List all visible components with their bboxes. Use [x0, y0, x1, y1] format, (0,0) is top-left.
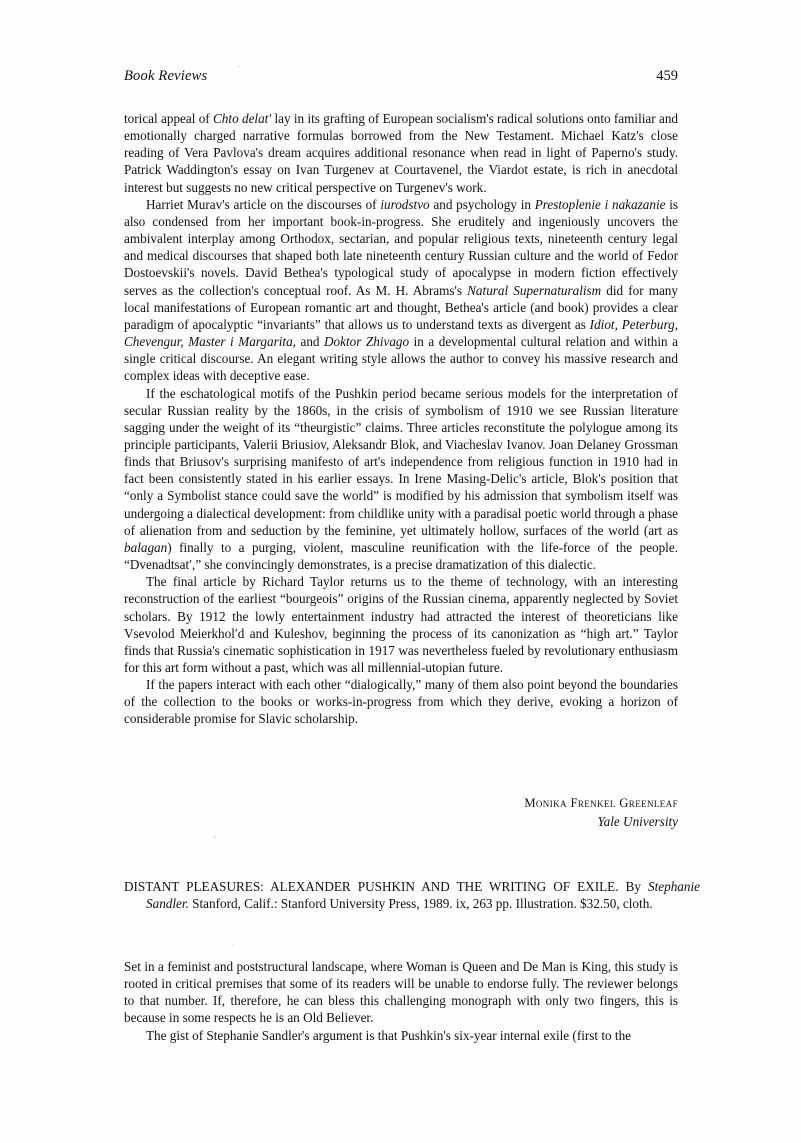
- reviewer-affiliation: Yale University: [597, 813, 678, 829]
- book-citation: [124, 878, 700, 912]
- byline-word: By: [618, 879, 648, 894]
- paragraph-text: is also condensed from her important book-in-progress. She eruditely and ingeniously uncovers the ambivalent interplay among Orthodox, sectarian, and popular religious texts, nineteenth century legal and medical discourses that shaped both late nineteenth century Russian culture and the world of Fedor Dostoevskii's novels. David Bethea's typological study of apocalypse in modern fiction effectively serves as the collection's conceptual roof. As M. H. Abrams's: [124, 196, 678, 298]
- paragraph-text: If the eschatological motifs of the Pushkin period became serious models for the interpretation of secular Russian reality by the 1860s, in the crisis of symbolism of 1910 we see Russian literature sagging under the weight of its “theurgistic” claims. Three articles reconstitute the polylogue among its principle participants, Valerii Briusiov, Aleksandr Blok, and Viacheslav Ivanov. Joan Delaney Grossman finds that Briusov's surprising manifesto of art's independence from religious function in 1910 had in fact been consistently stated in his earlier essays. In Irene Masing-Delic's article, Blok's position that “only a Symbolist stance could save the world” is modified by his admission that symbolism itself was undergoing a dialectical development: from childlike unity with a paradisal poetic world through a phase of alienation from and seduction by the feminine, yet ultimately hollow, surfaces of the world (art as: [124, 385, 678, 538]
- scan-artifact: [238, 65, 240, 68]
- page-number: 459: [656, 68, 678, 84]
- reviewer-signature: [124, 795, 678, 830]
- scan-artifact: [232, 944, 234, 946]
- review-two-body: [124, 958, 678, 1044]
- running-head: [124, 68, 678, 85]
- book-author: Stephanie Sandler.: [146, 879, 700, 912]
- scan-artifact: [213, 835, 216, 839]
- paragraph-gist: The gist of Stephanie Sandler's argument is that Pushkin's six-year internal exile (first to the: [146, 1027, 632, 1043]
- paragraph-text: did for many local manifestations of European romantic art and thought, Bethea's article (and book) provides a clear paradigm of apocalyptic “invariants” that allows us to understand texts as divergent as: [124, 282, 678, 332]
- paragraph-text: and psychology in: [429, 196, 535, 212]
- paragraph-text: lay in its grafting of European socialism's radical solutions onto familiar and emotionally charged narrative formulas borrowed from the New Testament. Michael Katz's close reading of Vera Pavlova's dream acquires additional resonance when read in light of Paperno's study. Patrick Waddington's essay on Ivan Turgenev at Courtavenel, the Viardot estate, is rich in anecdotal interest but suggests no new critical perspective on Turgenev's work.: [124, 111, 679, 195]
- review-one-body: [124, 110, 678, 728]
- running-head-title: Book Reviews: [124, 68, 208, 84]
- paragraph-text: ) finally to a purging, violent, masculine reunification with the life-force of the people. “Dvenadtsat′,” she convincingly demonstrates, is a precise dramatization of this dialectic.: [124, 539, 678, 573]
- italic-term: iurodstvo: [380, 196, 430, 212]
- italic-title: Chto delat': [213, 111, 272, 126]
- italic-title: Doktor Zhivago: [324, 334, 410, 350]
- italic-title: Prestoplenie i nakazanie: [534, 196, 666, 212]
- paragraph-closing: If the papers interact with each other “dialogically,” many of them also point beyond the boundaries of the collection to the books or works-in-progress from which they derive, evoking a horizon of considerable promise for Slavic scholarship.: [124, 677, 678, 727]
- paragraph-opening: Set in a feminist and poststructural landscape, where Woman is Queen and De Man is King, this study is rooted in critical premises that some of its readers will be unable to endorse fully. The reviewer belongs to that number. If, therefore, he can bless this challenging monograph with only two fingers, this is because in some respects he is an Old Believer.: [124, 959, 678, 1026]
- italic-title: Natural Supernaturalism: [467, 282, 602, 298]
- paragraph-text: and: [295, 334, 325, 350]
- publication-details: Stanford, Calif.: Stanford University Press, 1989. ix, 263 pp. Illustration. $32.50, cloth.: [188, 896, 653, 912]
- paragraph-eschatological: [124, 385, 678, 574]
- paragraph-taylor: The final article by Richard Taylor returns us to the theme of technology, with an interesting reconstruction of the earliest “bourgeois” origins of the Russian cinema, apparently neglected by Soviet scholars. By 1912 the lowly entertainment industry had attracted the interest of theoreticians like Vsevolod Meierkhol′d and Kuleshov, beginning the process of its canonization as “high art.” Taylor finds that Russia's cinematic sophistication in 1917 was nevertheless fueled by revolutionary enthusiasm for this art form without a past, which was all millennial-utopian future.: [124, 574, 678, 675]
- italic-title-list: Idiot, Peterburg, Chevengur, Master i Margarita,: [124, 316, 678, 350]
- reviewer-name: Monika Frenkel Greenleaf: [524, 796, 678, 810]
- paragraph-text: torical appeal of: [124, 111, 214, 126]
- paragraph-text: Harriet Murav's article on the discourses of: [146, 196, 381, 212]
- italic-term: balagan: [124, 539, 168, 555]
- book-title: DISTANT PLEASURES: ALEXANDER PUSHKIN AND THE WRITING OF EXILE.: [124, 879, 619, 894]
- paragraph-continuation: [124, 110, 678, 196]
- paragraph-murav: [124, 196, 678, 385]
- paragraph-text: in a developmental cultural relation and within a single critical discourse. An elegant writing style allows the author to convey his massive research and complex ideas with deceptive ease.: [124, 334, 679, 384]
